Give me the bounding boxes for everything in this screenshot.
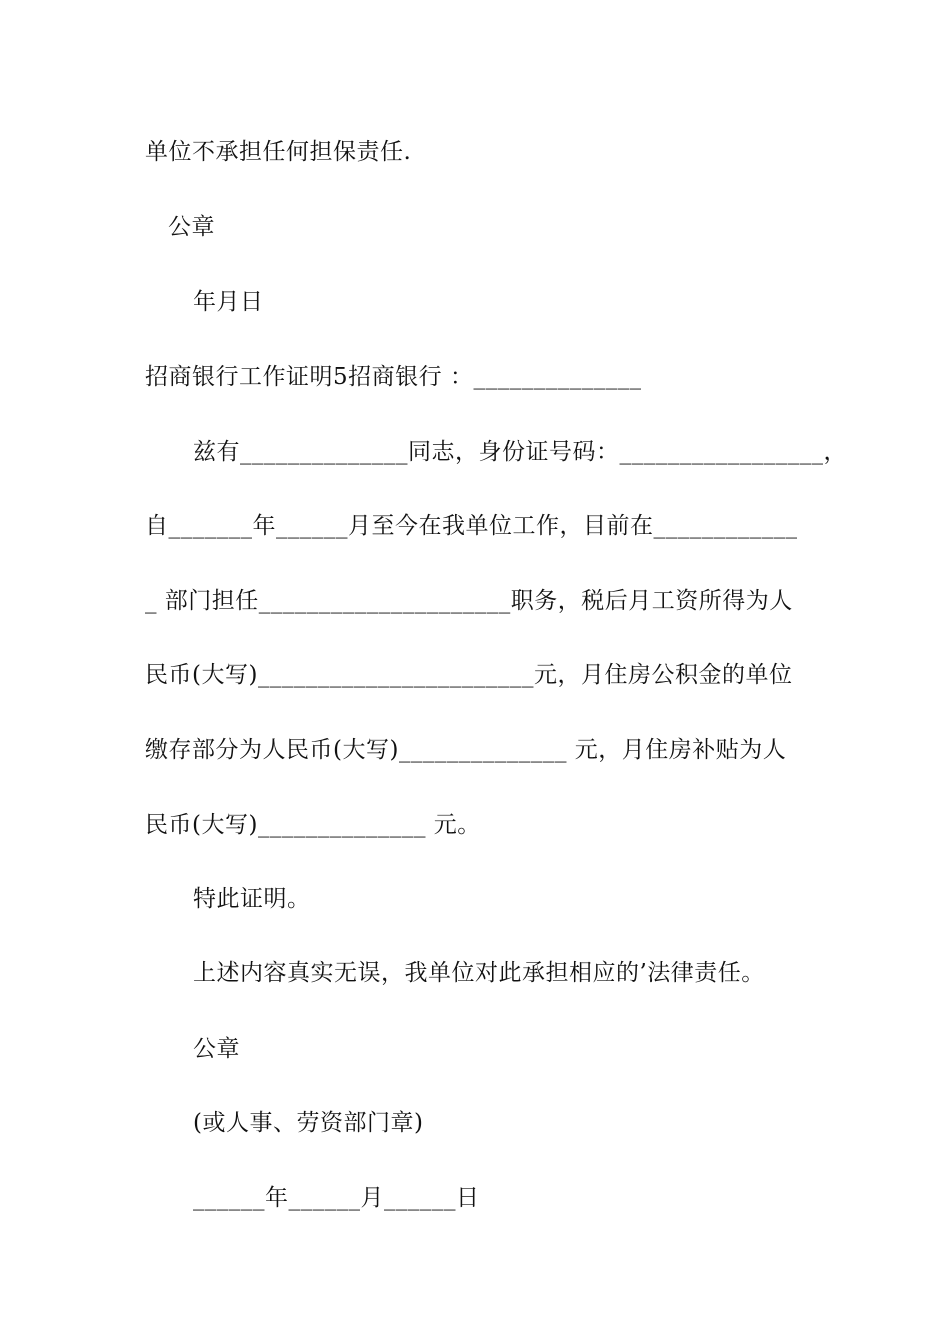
heading-line: 招商银行工作证明5招商银行 ：______________ <box>145 364 642 390</box>
guarantee-disclaimer-line: 单位不承担任何担保责任. <box>145 139 412 165</box>
housing-subsidy-line: 民币(大写)______________ 元。 <box>145 812 481 838</box>
seal-label-bottom: 公章 <box>193 1036 240 1062</box>
date-label-top: 年月日 <box>193 289 264 315</box>
employee-id-line: 兹有______________同志，身份证号码：_________________， <box>193 439 847 465</box>
signature-date-line: ______年______月______日 <box>193 1185 480 1211</box>
housing-fund-line: 缴存部分为人民币(大写)______________ 元，月住房补贴为人 <box>145 737 787 763</box>
employment-period-line: 自_______年______月至今在我单位工作，目前在____________ <box>145 513 798 539</box>
certification-statement: 特此证明。 <box>193 886 311 912</box>
liability-statement: 上述内容真实无误，我单位对此承担相应的’法律责任。 <box>193 960 765 986</box>
seal-label-top: 公章 <box>168 214 215 240</box>
salary-line: 民币(大写)_______________________元，月住房公积金的单位 <box>145 662 793 688</box>
hr-seal-note: (或人事、劳资部门章) <box>193 1110 424 1136</box>
department-position-line: _ 部门担任_____________________职务，税后月工资所得为人 <box>145 588 793 614</box>
